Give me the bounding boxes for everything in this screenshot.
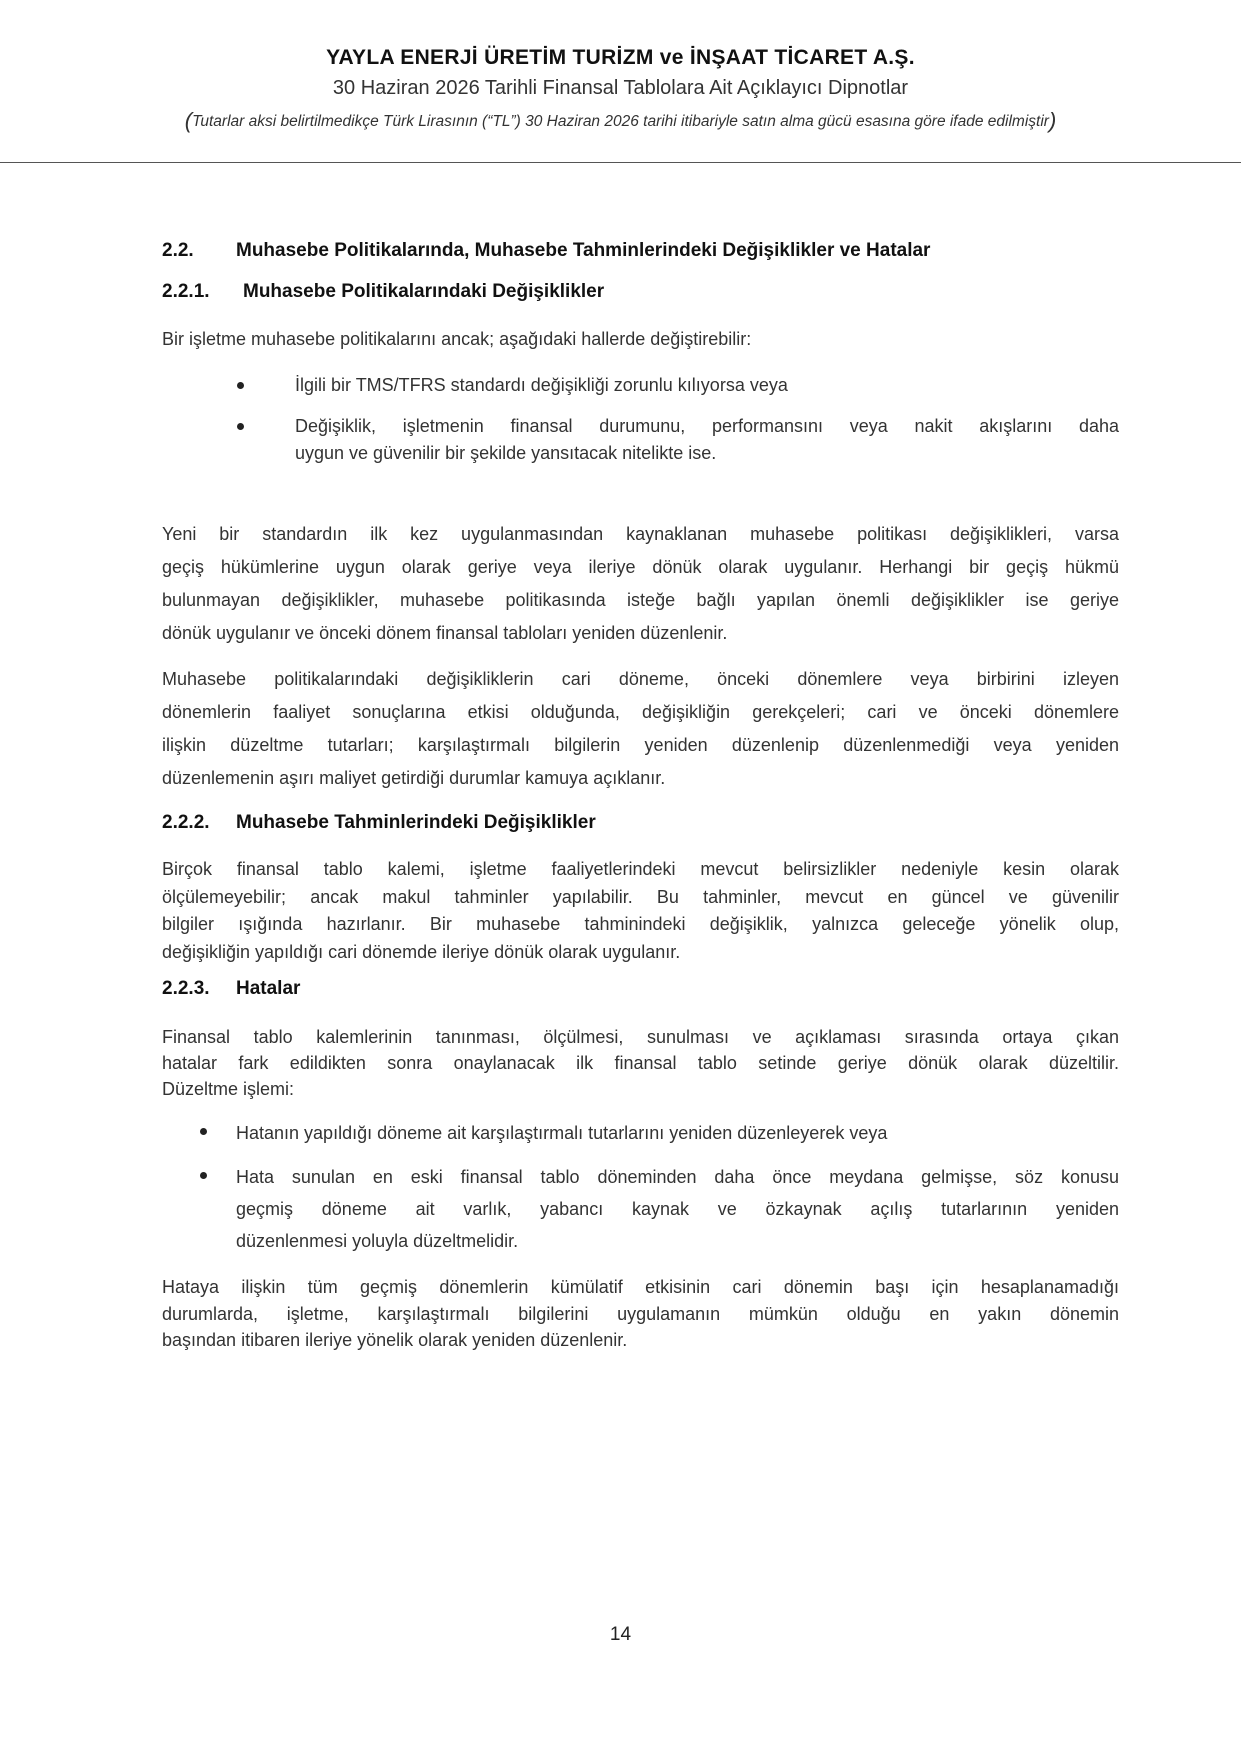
errors-paragraph-1 [162, 1024, 1119, 1102]
text-line: ölçülemeyebilir; ancak makul tahminler yapılabilir. Bu tahminler, mevcut en güncel ve güvenilir [162, 886, 1119, 907]
policy-paragraph-2 [162, 663, 1119, 795]
bullet-icon [200, 1172, 207, 1179]
text-line: düzenlemenin aşırı maliyet getirdiği durumlar kamuya açıklanır. [162, 768, 666, 788]
errors-paragraph-2 [162, 1274, 1119, 1354]
document-subtitle: 30 Haziran 2026 Tarihli Finansal Tablolara Ait Açıklayıcı Dipnotlar [332, 77, 909, 99]
company-name: YAYLA ENERJİ ÜRETİM TURİZM ve İNŞAAT TİCARET A.Ş. [326, 46, 915, 69]
text-line: Muhasebe politikalarındaki değişikliklerin cari döneme, önceki dönemlere veya birbirini izleyen [162, 669, 1119, 689]
policy-intro [162, 327, 1119, 351]
text-line: İlgili bir TMS/TFRS standardı değişikliği zorunlu kılıyorsa veya [295, 375, 788, 395]
heading-2-2-2 [162, 812, 596, 834]
text-line: geçmiş döneme ait varlık, yabancı kaynak ve özkaynak açılış tutarlarının yeniden [236, 1199, 1119, 1219]
heading-2-2-3 [162, 978, 300, 1000]
currency-note-text: Tutarlar aksi belirtilmedikçe Türk Lirasının (“TL”) 30 Haziran 2026 tarihi itibariyle satın alma gücü esasına göre ifade edilmiştir [192, 113, 1049, 130]
heading-number: 2.2.2. [162, 812, 210, 833]
heading-2-2 [162, 240, 930, 262]
heading-number: 2.2.3. [162, 978, 210, 999]
text-line: bulunmayan değişiklikler, muhasebe politikasında isteğe bağlı yapılan önemli değişiklikler ise geriye [162, 590, 1119, 610]
header-divider [0, 162, 1241, 163]
policy-paragraph-1 [162, 518, 1119, 650]
text-line: Finansal tablo kalemlerinin tanınması, ölçülmesi, sunulması ve açıklaması sırasında ortaya çıkan [162, 1027, 1119, 1047]
heading-title: Hatalar [236, 978, 301, 999]
heading-number: 2.2. [162, 240, 194, 261]
text-line: Birçok finansal tablo kalemi, işletme faaliyetlerindeki mevcut belirsizlikler nedeniyle kesin olarak [162, 859, 1119, 879]
heading-2-2-1 [162, 281, 604, 303]
heading-number: 2.2.1. [162, 281, 210, 302]
note-open-paren: ( [184, 108, 193, 133]
heading-title: Muhasebe Politikalarındaki Değişiklikler [243, 281, 605, 302]
text-line: dönük uygulanır ve önceki dönem finansal tabloları yeniden düzenlenir. [162, 623, 728, 643]
heading-title: Muhasebe Politikalarında, Muhasebe Tahminlerindeki Değişiklikler ve Hatalar [236, 240, 931, 261]
text-line: düzenlenmesi yoluyla düzeltmelidir. [236, 1231, 519, 1251]
text-line: bilgiler ışığında hazırlanır. Bir muhasebe tahminindeki değişiklik, yalnızca geleceğe yönelik olup, [162, 914, 1119, 934]
text-line: Değişiklik, işletmenin finansal durumunu, performansını veya nakit akışlarını daha [295, 416, 1119, 436]
text-line: Bir işletme muhasebe politikalarını ancak; aşağıdaki hallerde değiştirebilir: [162, 329, 752, 349]
heading-title: Muhasebe Tahminlerindeki Değişiklikler [236, 812, 596, 833]
estimates-paragraph [162, 856, 1119, 966]
page-number: 14 [609, 1624, 632, 1645]
currency-note [0, 108, 1241, 134]
text-line: Yeni bir standardın ilk kez uygulanmasından kaynaklanan muhasebe politikası değişiklikleri, varsa [162, 524, 1119, 544]
text-line: uygun ve güvenilir bir şekilde yansıtacak nitelikte ise. [295, 443, 717, 463]
note-close-paren: ) [1048, 108, 1057, 133]
bullet-icon [200, 1128, 207, 1135]
text-line: değişikliğin yapıldığı cari dönemde ileriye dönük olarak uygulanır. [162, 941, 681, 962]
text-line: Düzeltme işlemi: [162, 1079, 295, 1099]
text-line: başından itibaren ileriye yönelik olarak yeniden düzenlenir. [162, 1330, 628, 1350]
bullet-icon [237, 423, 244, 430]
text-line: durumlarda, işletme, karşılaştırmalı bilgilerini uygulamanın mümkün olduğu en yakın dönemin [162, 1303, 1119, 1324]
bullet-icon [237, 382, 244, 389]
text-line: Hata sunulan en eski finansal tablo döneminden daha önce meydana gelmişse, söz konusu [236, 1167, 1119, 1187]
text-line: dönemlerin faaliyet sonuçlarına etkisi olduğunda, değişikliğin gerekçeleri; cari ve önceki dönemlere [162, 702, 1119, 722]
text-line: Hataya ilişkin tüm geçmiş dönemlerin kümülatif etkisinin cari dönemin başı için hesaplanamadığı [162, 1277, 1119, 1297]
text-line: ilişkin düzeltme tutarları; karşılaştırmalı bilgilerin yeniden düzenlenip düzenlenmediği veya yeniden [162, 735, 1119, 755]
text-line: geçiş hükümlerine uygun olarak geriye veya ileriye dönük olarak uygulanır. Herhangi bir geçiş hükmü [162, 557, 1119, 577]
text-line: Hatanın yapıldığı döneme ait karşılaştırmalı tutarlarını yeniden düzenleyerek veya [236, 1123, 888, 1143]
text-line: hatalar fark edildikten sonra onaylanacak ilk finansal tablo setinde geriye dönük olarak düzeltilir. [162, 1053, 1119, 1073]
